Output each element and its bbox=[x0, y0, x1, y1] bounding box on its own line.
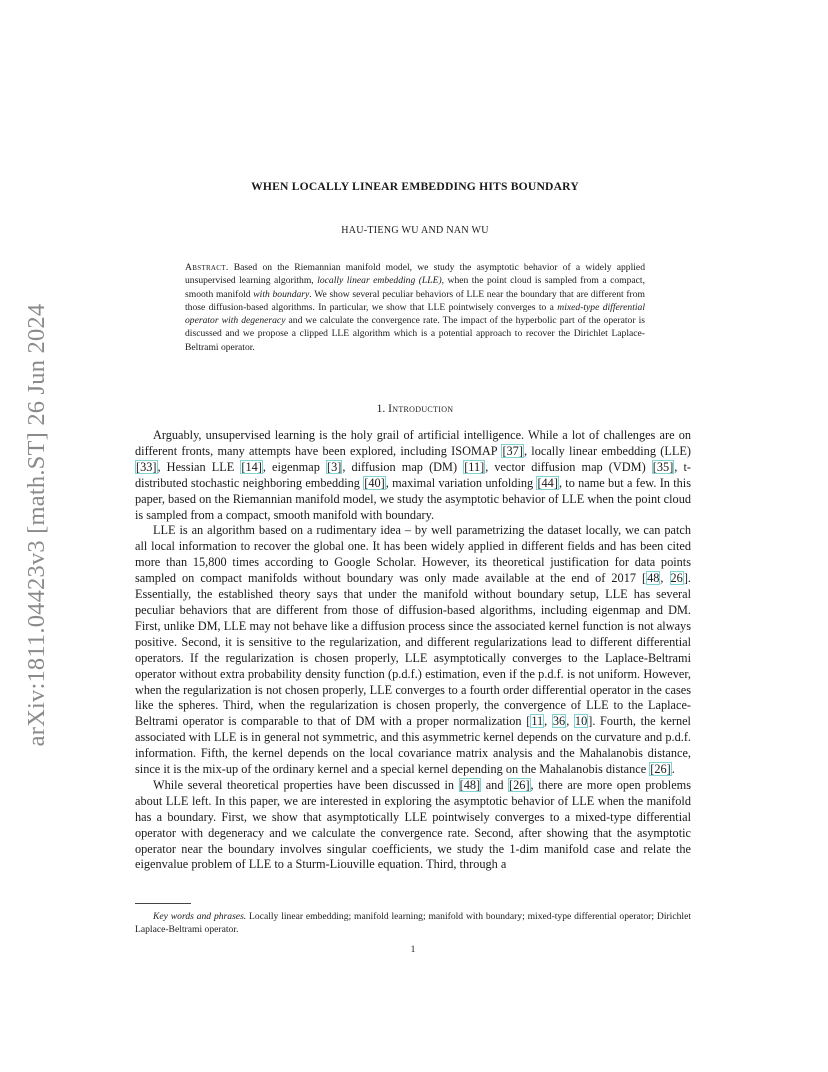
section-heading bbox=[135, 403, 695, 415]
paragraph-text: , bbox=[660, 571, 670, 586]
paragraph-text: Arguably, unsupervised learning is the holy grail of artificial intelligence. While a lot of challenges are on different fronts, many attempts have been explored, including ISOMAP bbox=[135, 428, 691, 458]
citation-link[interactable]: [37] bbox=[502, 443, 523, 458]
paragraph-text: ]. Essentially, the established theory says that under the manifold without boundary setup, LLE has several peculiar behaviors that are different from those of diffusion-based algorithms, including eigenmap and DM. First, unlike DM, LLE may not behave like a diffusion process since the associated kernel function is not always positive. Second, it is sensitive to the regularization, and different regularizations lead to different differential operators. If the regularization is chosen properly, LLE asymptotically converges to the Laplace-Beltrami operator without extra probability density function (p.d.f.) estimation, even if the p.d.f. is not uniform. However, when the regularization is not chosen properly, LLE converges to a fourth order differential operator in the cases like the spheres. Third, when the regularization is chosen properly, the convergence of LLE to the Laplace-Beltrami operator is comparable to that of DM with a proper normalization [ bbox=[135, 571, 691, 729]
citation-link[interactable]: [40] bbox=[364, 475, 385, 490]
arxiv-sidebar bbox=[23, 270, 51, 780]
citation-link[interactable]: [35] bbox=[652, 459, 674, 474]
paragraph-text: , Hessian LLE bbox=[157, 459, 241, 474]
abstract-emphasis: locally linear embedding (LLE) bbox=[317, 275, 442, 287]
paragraph-text: While several theoretical properties have been discussed in bbox=[153, 777, 459, 792]
citation-link[interactable]: [26] bbox=[509, 777, 530, 792]
abstract-emphasis: mixed-type differential operator with degeneracy bbox=[185, 301, 646, 327]
paragraph-text: , t-distributed stochastic neighboring embedding bbox=[135, 459, 691, 490]
paragraph-text: , eigenmap bbox=[262, 459, 326, 474]
paragraph-text: . bbox=[671, 762, 675, 777]
abstract-text: and we calculate the convergence rate. The impact of the hyperbolic part of the operator is discussed and we propose a clipped LLE algorithm which is a potential approach to recover the Dirichlet Laplace-Beltrami operator. bbox=[185, 315, 645, 353]
section-number: 1. bbox=[376, 403, 386, 415]
footnote-divider bbox=[135, 903, 191, 904]
citation-link[interactable]: 11 bbox=[531, 714, 544, 729]
citation-link[interactable]: 10 bbox=[574, 714, 588, 729]
paragraph-3 bbox=[135, 778, 691, 873]
abstract-emphasis: with boundary bbox=[253, 288, 310, 300]
paper-title: WHEN LOCALLY LINEAR EMBEDDING HITS BOUNDARY bbox=[251, 180, 579, 193]
paragraph-2 bbox=[135, 523, 691, 778]
section-title: Introduction bbox=[388, 403, 454, 415]
paragraph-text: , vector diffusion map (VDM) bbox=[485, 459, 652, 474]
citation-link[interactable]: [33] bbox=[136, 459, 157, 474]
abstract-text: , when the point cloud is sampled from a compact, smooth manifold bbox=[185, 275, 645, 300]
footnote-label: Key words and phrases. bbox=[153, 911, 247, 922]
citation-link[interactable]: 26 bbox=[670, 571, 683, 586]
citation-link[interactable]: [48] bbox=[459, 777, 481, 792]
paragraph-text: LLE is an algorithm based on a rudimentary idea – by well parametrizing the dataset locally, we can patch all local information to recover the global one. It has been widely applied in different fields and has been cited more than 15,800 times according to Google Scholar. However, its theoretical justification for data points sampled on compact manifolds without boundary was only made available at the end of 2017 [ bbox=[135, 523, 691, 586]
citation-link[interactable]: [26] bbox=[650, 762, 671, 777]
citation-link[interactable]: [14] bbox=[241, 459, 262, 474]
citation-link[interactable]: 48 bbox=[647, 571, 660, 586]
citation-link[interactable]: [11] bbox=[464, 459, 485, 474]
paragraph-text: , there are more open problems about LLE left. In this paper, we are interested in exploring the asymptotic behavior of LLE when the manifold has a boundary. First, we show that asymptotically LLE pointwisely converges to a mixed-type differential operator with degeneracy and we calculate the convergence rate. Second, after showing that the asymptotic operator near the boundary involves singular coefficients, we study the 1-dim manifold case and relate the eigenvalue problem of LLE to a Sturm-Liouville equation. Third, through a bbox=[135, 777, 692, 872]
abstract-text: Based on the Riemannian manifold model, we study the asymptotic behavior of a widely applied unsupervised learning algorithm, bbox=[185, 262, 645, 287]
abstract-text: . We show several peculiar behaviors of LLE near the boundary that are different from those diffusion-based algorithms. In particular, we show that LLE pointwisely converges to a bbox=[185, 288, 646, 313]
citation-link[interactable]: [44] bbox=[537, 475, 558, 490]
abstract bbox=[185, 261, 645, 354]
paragraph-text: , bbox=[544, 714, 552, 729]
paragraph-text: , diffusion map (DM) bbox=[342, 459, 464, 474]
paragraph-text: , locally linear embedding (LLE) bbox=[523, 443, 691, 458]
paragraph-text: , bbox=[566, 714, 574, 729]
abstract-label: Abstract. bbox=[185, 262, 229, 273]
paragraph-1 bbox=[135, 428, 691, 523]
paragraph-text: , to name but a few. In this paper, based on the Riemannian manifold model, we study the asymptotic behavior of LLE when the point cloud is sampled from a compact, smooth manifold with boundary. bbox=[135, 475, 691, 522]
body-text bbox=[135, 428, 691, 873]
paragraph-text: , maximal variation unfolding bbox=[385, 475, 537, 490]
paragraph-text: and bbox=[481, 777, 509, 792]
paper-authors: HAU-TIENG WU AND NAN WU bbox=[341, 225, 489, 236]
page-number: 1 bbox=[410, 945, 416, 955]
footnote-text: Locally linear embedding; manifold learning; manifold with boundary; mixed-type differential operator; Dirichlet Laplace-Beltrami operator. bbox=[135, 911, 691, 936]
citation-link[interactable]: 36 bbox=[552, 714, 566, 729]
footnote bbox=[135, 910, 691, 937]
arxiv-identifier: arXiv:1811.04423v3 [math.ST] 26 Jun 2024 bbox=[23, 303, 50, 747]
citation-link[interactable]: [3] bbox=[326, 459, 342, 474]
paragraph-text: ]. Fourth, the kernel associated with LLE is in general not symmetric, and this asymmetric kernel depends on the curvature and p.d.f. information. Fifth, the kernel depends on the local covariance matrix analysis and the Mahalanobis distance, since it is the mix-up of the ordinary kernel and a special kernel depending on the Mahalanobis distance bbox=[135, 714, 691, 777]
